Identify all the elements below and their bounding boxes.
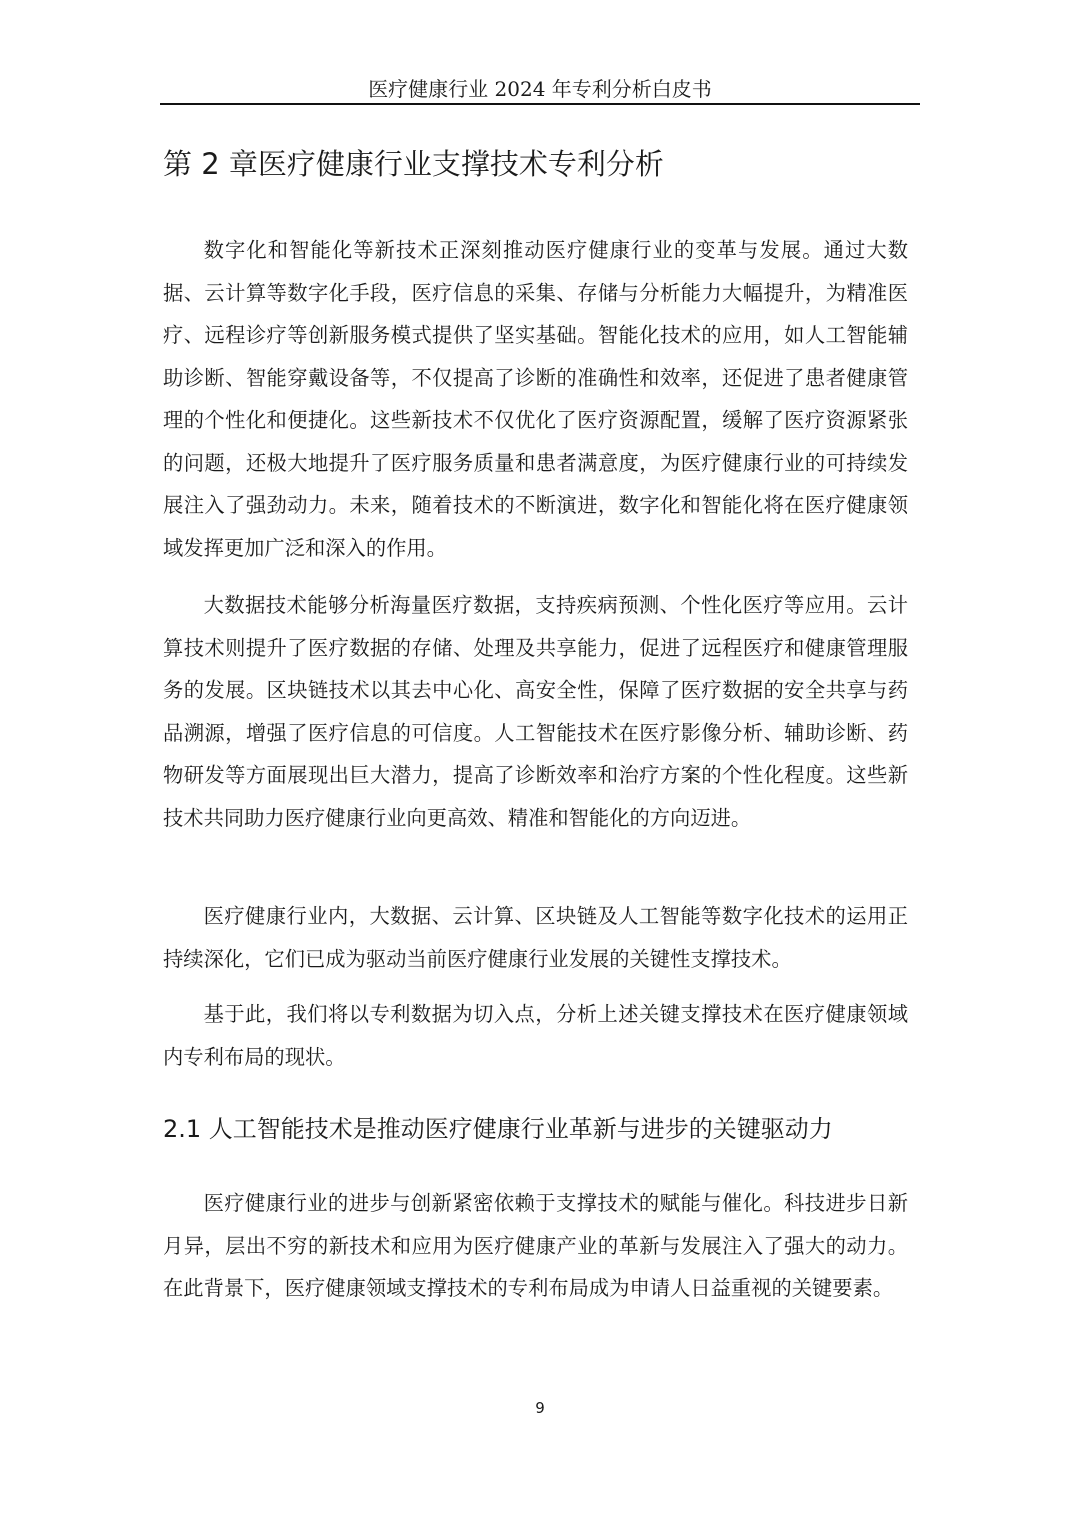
body-paragraph-2: 大数据技术能够分析海量医疗数据，支持疾病预测、个性化医疗等应用。云计算技术则提升了医疗数据的存储、处理及共享能力，促进了远程医疗和健康管理服务的发展。区块链技术以其去中心化、高安全性，保障了医疗数据的安全共享与药品溯源，增强了医疗信息的可信度。人工智能技术在医疗影像分析、辅助诊断、药物研发等方面展现出巨大潜力，提高了诊断效率和治疗方案的个性化程度。这些新技术共同助力医疗健康行业向更高效、精准和智能化的方向迈进。 [163,593,908,830]
section-paragraph: 医疗健康行业的进步与创新紧密依赖于支撑技术的赋能与催化。科技进步日新月异，层出不穷的新技术和应用为医疗健康产业的革新与发展注入了强大的动力。在此背景下，医疗健康领域支撑技术的专利布局成为申请人日益重视的关键要素。 [163,1191,908,1300]
running-header: 医疗健康行业 2024 年专利分析白皮书 [368,77,712,101]
body-paragraph-3: 医疗健康行业内，大数据、云计算、区块链及人工智能等数字化技术的运用正持续深化，它们已成为驱动当前医疗健康行业发展的关键性支撑技术。 [163,904,908,971]
body-paragraph-1: 数字化和智能化等新技术正深刻推动医疗健康行业的变革与发展。通过大数据、云计算等数字化手段，医疗信息的采集、存储与分析能力大幅提升，为精准医疗、远程诊疗等创新服务模式提供了坚实基础。智能化技术的应用，如人工智能辅助诊断、智能穿戴设备等，不仅提高了诊断的准确性和效率，还促进了患者健康管理的个性化和便捷化。这些新技术不仅优化了医疗资源配置，缓解了医疗资源紧张的问题，还极大地提升了医疗服务质量和患者满意度，为医疗健康行业的可持续发展注入了强劲动力。未来，随着技术的不断演进，数字化和智能化将在医疗健康领域发挥更加广泛和深入的作用。 [163,238,908,560]
body-paragraph-4: 基于此，我们将以专利数据为切入点，分析上述关键支撑技术在医疗健康领域内专利布局的现状。 [163,1002,908,1069]
chapter-title: 第 2 章医疗健康行业支撑技术专利分析 [163,147,664,181]
page-number: 9 [535,1399,545,1417]
header-rule [160,103,920,105]
section-title: 2.1 人工智能技术是推动医疗健康行业革新与进步的关键驱动力 [163,1115,833,1143]
